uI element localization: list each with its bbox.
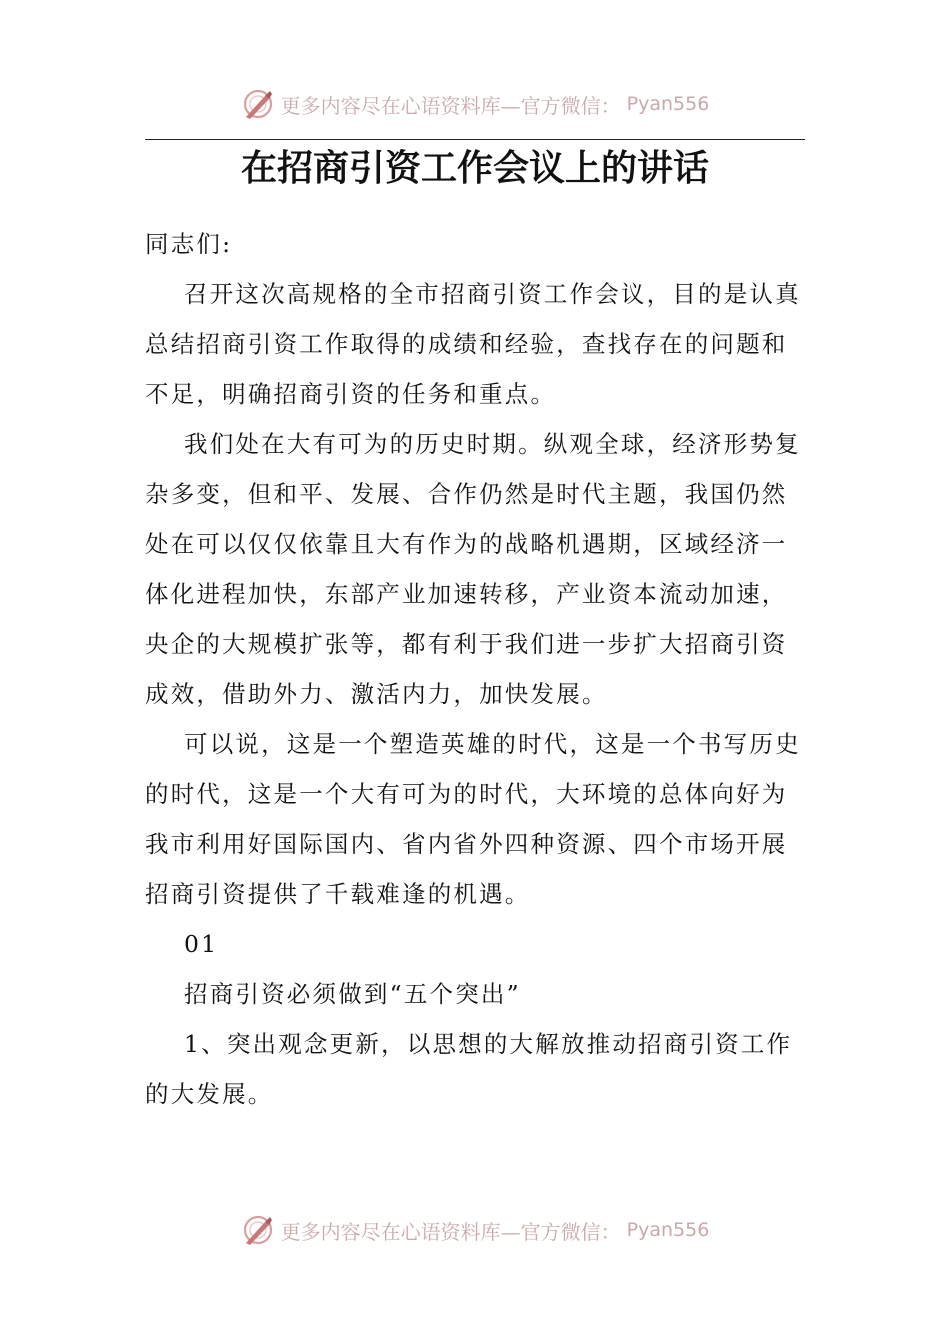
watermark-account: Pyan556 xyxy=(626,93,710,115)
document-body xyxy=(145,219,810,1119)
document-title: 在招商引资工作会议上的讲话 xyxy=(240,147,709,189)
paragraph: 召开这次高规格的全市招商引资工作会议，目的是认真总结招商引资工作取得的成绩和经验，查找存在的问题和不足，明确招商引资的任务和重点。 xyxy=(145,280,801,408)
paragraph: 1、突出观念更新，以思想的大解放推动招商引资工作的大发展。 xyxy=(145,1030,793,1108)
header-watermark xyxy=(0,84,950,124)
watermark-account: Pyan556 xyxy=(626,1219,710,1241)
pen-logo-icon xyxy=(241,1213,275,1247)
section-number: 01 xyxy=(184,930,219,958)
header-rule xyxy=(145,139,805,140)
section-heading: 招商引资必须做到“五个突出” xyxy=(184,980,521,1008)
watermark-text: 更多内容尽在心语资料库—官方微信： xyxy=(280,1219,621,1244)
paragraph: 可以说，这是一个塑造英雄的时代，这是一个书写历史的时代，这是一个大有可为的时代，大环境的总体向好为我市利用好国际国内、省内省外四种资源、四个市场开展招商引资提供了千载难逢的机遇。 xyxy=(145,730,801,908)
salutation: 同志们: xyxy=(145,230,233,258)
pen-logo-icon xyxy=(241,87,275,121)
footer-watermark xyxy=(0,1210,950,1250)
watermark-text: 更多内容尽在心语资料库—官方微信： xyxy=(280,93,621,118)
paragraph: 我们处在大有可为的历史时期。纵观全球，经济形势复杂多变，但和平、发展、合作仍然是时代主题，我国仍然处在可以仅仅依靠且大有作为的战略机遇期，区域经济一体化进程加快，东部产业加速转移，产业资本流动加速，央企的大规模扩张等，都有利于我们进一步扩大招商引资成效，借助外力、激活内力，加快发展。 xyxy=(145,430,801,708)
